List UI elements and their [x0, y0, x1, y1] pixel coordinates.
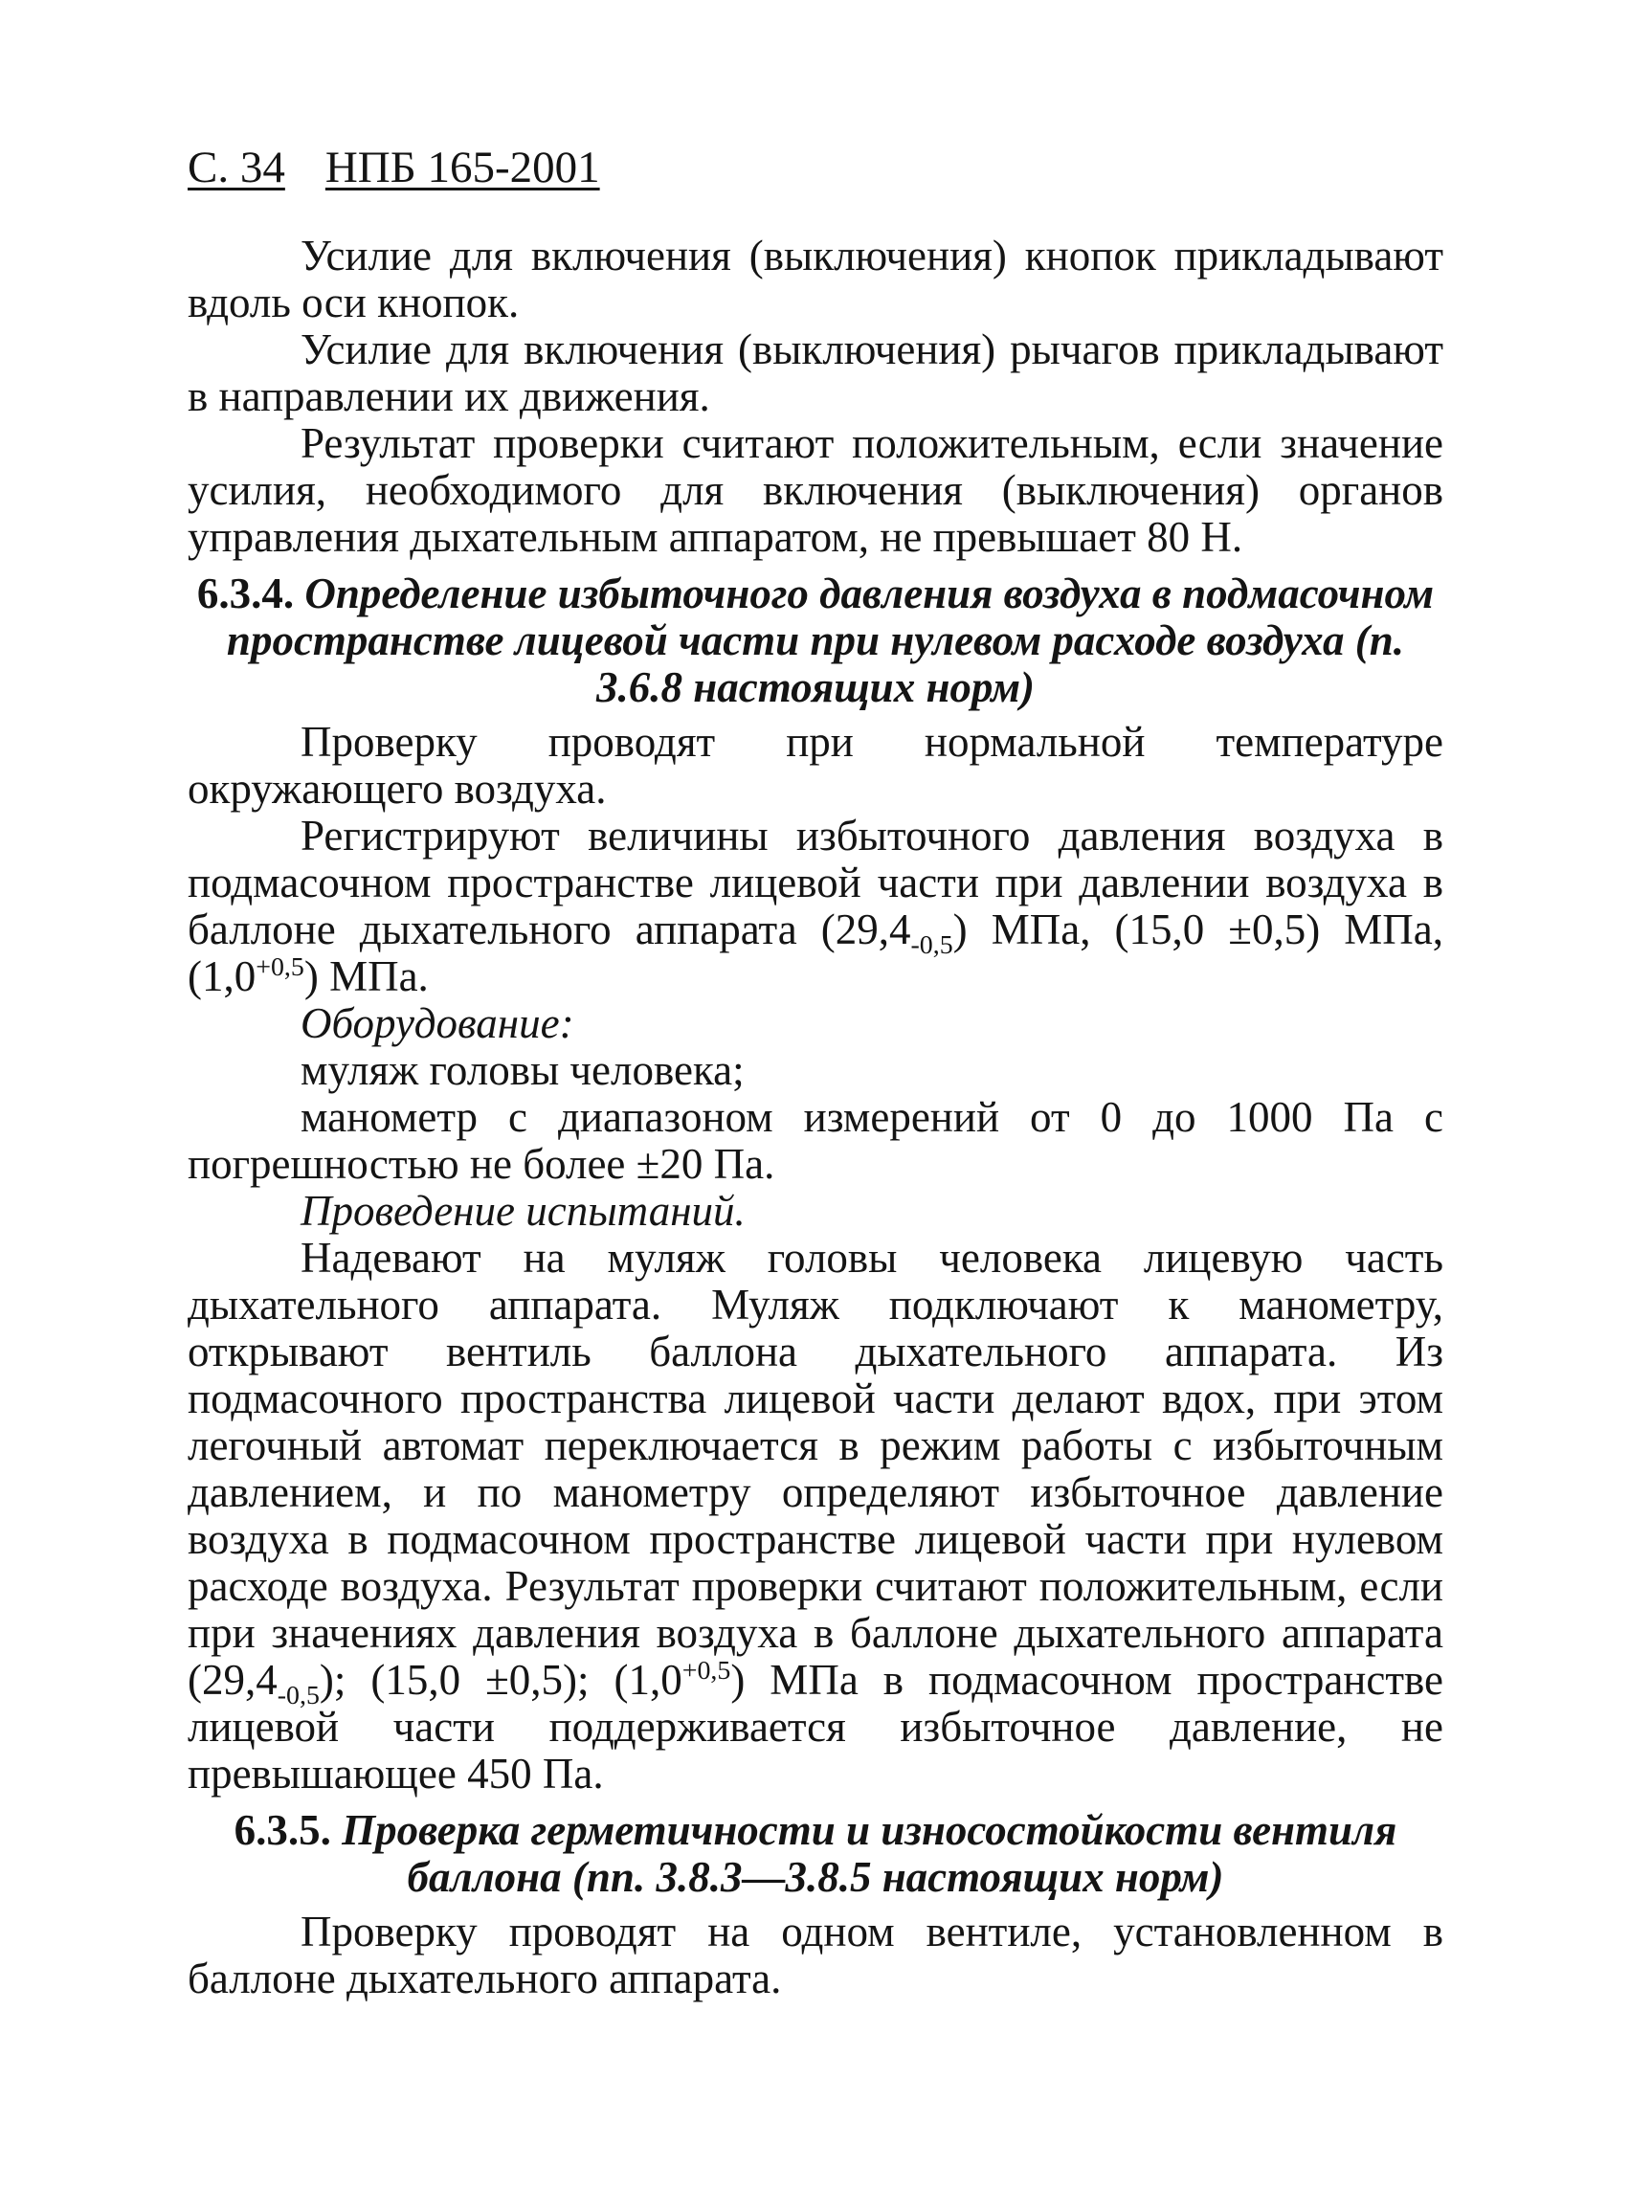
paragraph-valve-test: Проверку проводят на одном вентиле, установленном в баллоне дыхательного аппарата.: [188, 1908, 1443, 2002]
text-run: ) МПа.: [303, 952, 429, 1000]
text-run: ); (15,0 ±0,5); (1,0: [319, 1656, 682, 1704]
equipment-item-manometer: манометр с диапазоном измерений от 0 до 1000 Па с погрешностью не более ±20 Па.: [188, 1093, 1443, 1188]
document-body: [188, 233, 1443, 2002]
section-title: Определение избыточного давления воздуха в подмасочном пространстве лицевой части при нулевом расходе воздуха (п. 3.6.8 настоящих норм): [226, 570, 1435, 711]
subscript-tolerance: -0,5: [277, 1681, 320, 1710]
document-code: НПБ 165-2001: [324, 143, 600, 192]
text-run: Надевают на муляж головы человека лицевую часть дыхательного аппарата. Муляж подключают к манометру, открывают вентиль баллона дыхательного аппарата. Из подмасочного пространства лицевой части делают вдох, при этом легочный автомат переключается в режим работы с избыточным давлением, и по манометру определяют избыточное давление воздуха в подмасочном пространстве лицевой части при нулевом расходе воздуха. Результат проверки считают положительным, если при значениях давления воздуха в баллоне дыхательного аппарата (29,4: [188, 1234, 1443, 1704]
paragraph-test-conditions: Проверку проводят при нормальной температуре окружающего воздуха.: [188, 718, 1443, 813]
superscript-tolerance: +0,5: [681, 1656, 731, 1686]
text-run: Регистрируют величины избыточного давления воздуха в подмасочном пространстве лицевой части при давлении воздуха в баллоне дыхательного аппарата (29,4: [188, 812, 1443, 953]
subscript-tolerance: -0,5: [910, 930, 953, 960]
section-number: 6.3.4.: [196, 570, 295, 617]
page-number-label: С. 34: [188, 143, 285, 192]
paragraph-force-result: Результат проверки считают положительным, если значение усилия, необходимого для включения (выключения) органов управления дыхательным аппаратом, не превышает 80 Н.: [188, 419, 1443, 561]
section-title: Проверка герметичности и износостойкости вентиля баллона (пп. 3.8.3—3.8.5 настоящих норм): [342, 1806, 1397, 1901]
superscript-tolerance: +0,5: [256, 952, 304, 982]
page-header: [188, 142, 600, 193]
procedure-label: Проведение испытаний.: [301, 1187, 746, 1235]
equipment-item-head-dummy: муляж головы человека;: [301, 1046, 745, 1094]
paragraph-pressure-registration: [188, 813, 1443, 1000]
section-heading-6-3-4: [188, 570, 1443, 711]
paragraph-button-force: Усилие для включения (выключения) кнопок прикладывают вдоль оси кнопок.: [188, 232, 1443, 326]
equipment-label: Оборудование:: [301, 999, 574, 1047]
section-heading-6-3-5: [178, 1807, 1453, 1901]
paragraph-procedure: [188, 1235, 1443, 1798]
section-number: 6.3.5.: [234, 1806, 331, 1854]
paragraph-lever-force: Усилие для включения (выключения) рычагов прикладывают в направлении их движения.: [188, 325, 1443, 420]
text-run: ) МПа в подмасочном пространстве лицевой части поддерживается избыточное давление, не превышающее 450 Па.: [188, 1656, 1443, 1798]
text-run: ) МПа, (15,0 ±0,5) МПа, (1,0: [188, 905, 1443, 1000]
